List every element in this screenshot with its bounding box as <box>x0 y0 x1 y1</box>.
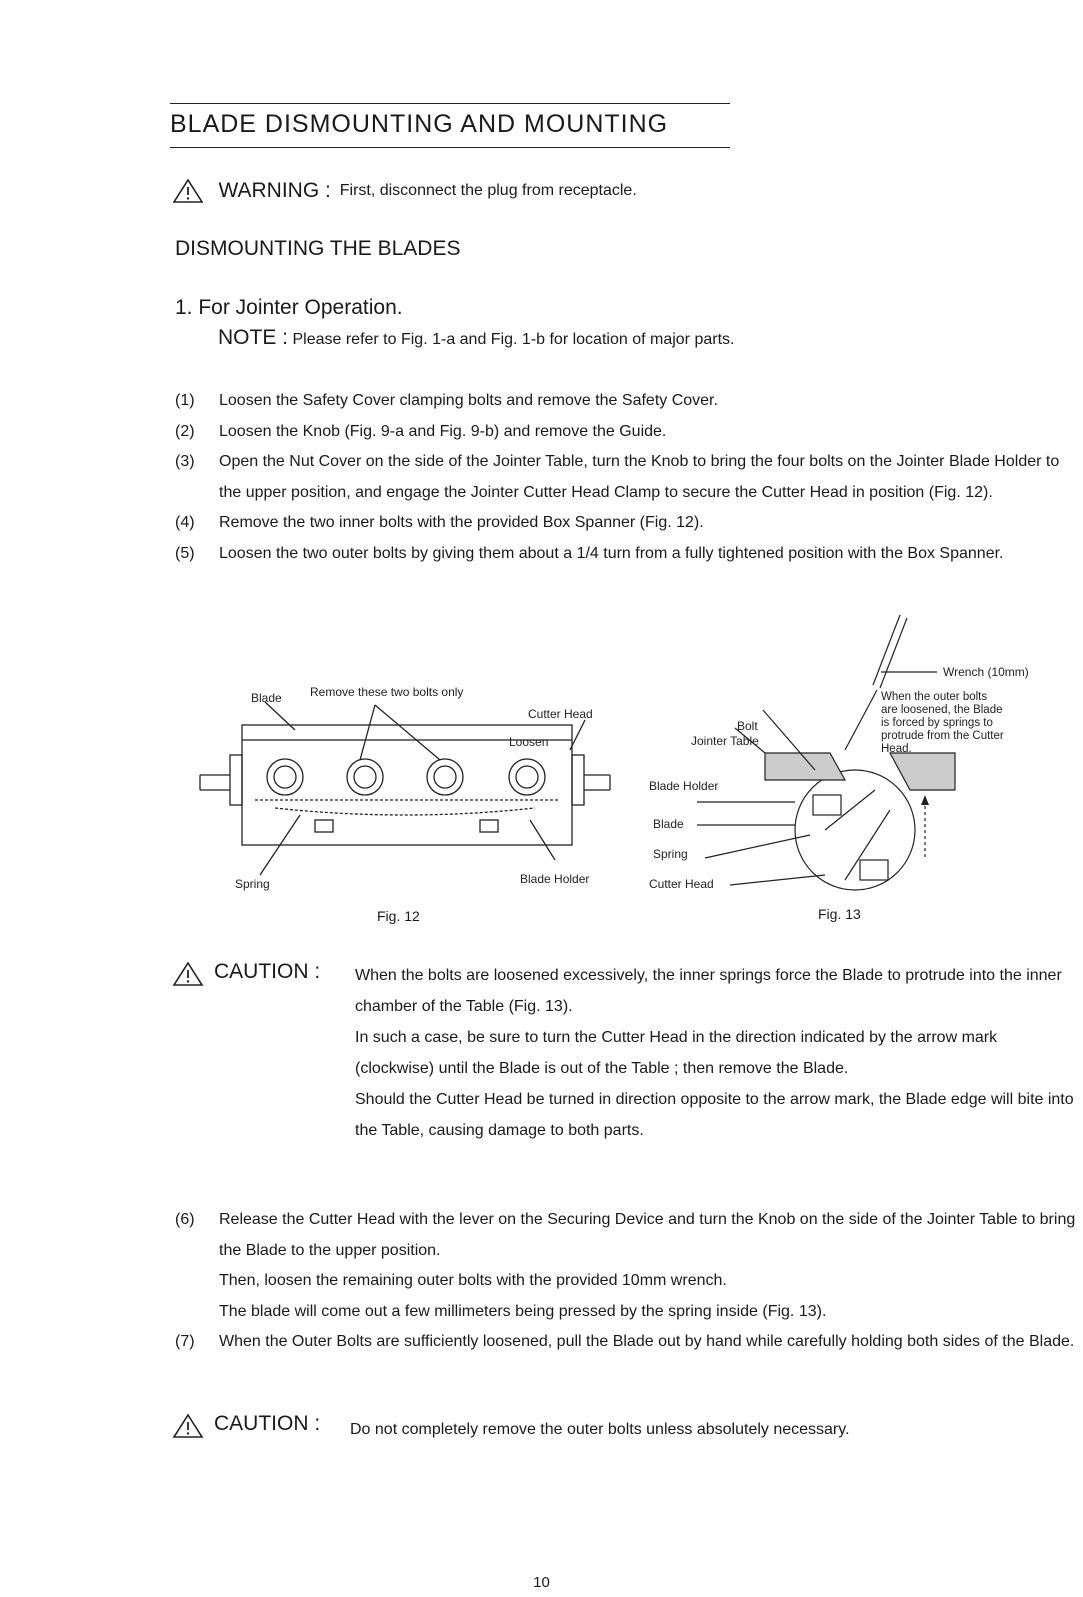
note-text: Please refer to Fig. 1-a and Fig. 1-b for location of major parts. <box>292 331 735 348</box>
fig13-label-wrench: Wrench (10mm) <box>943 665 1029 679</box>
warning-label: WARNING : <box>218 179 331 202</box>
caution-triangle-icon <box>172 961 204 987</box>
caution-1-label: CAUTION : <box>214 960 321 983</box>
fig-12-caption: Fig. 12 <box>377 908 420 924</box>
step-item: (2) Loosen the Knob (Fig. 9-a and Fig. 9-b) and remove the Guide. <box>175 422 667 440</box>
fig13-note-line-3: is forced by springs to <box>881 717 993 729</box>
caution-1-p1: When the bolts are loosened excessively, the inner springs force the Blade to protrude into the inner chamber of the Table (Fig. 13). <box>355 967 1062 1015</box>
step-item: (6) Release the Cutter Head with the lever on the Securing Device and turn the Knob on the side of the Jointer Table to bring the Blade to the upper position. Then, loosen the remaining outer bolts with the provided 10mm wrench. The blade will come out a few millimeters being pressed by the spring inside (Fig. 13). <box>175 1211 1076 1320</box>
caution-triangle-icon <box>172 1413 204 1439</box>
warning-triangle-icon <box>172 178 204 204</box>
step-item: (5) Loosen the two outer bolts by giving them about a 1/4 turn from a fully tightened position with the Box Spanner. <box>175 544 1004 562</box>
warning-text: First, disconnect the plug from receptacle. <box>339 182 637 199</box>
note-label: NOTE : <box>218 326 289 349</box>
fig13-label-spring: Spring <box>653 847 688 861</box>
fig13-note-line-2: are loosened, the Blade <box>881 704 1003 716</box>
step-item: (4) Remove the two inner bolts with the provided Box Spanner (Fig. 12). <box>175 514 704 531</box>
fig12-label-loosen: Loosen <box>509 735 549 749</box>
fig12-label-remove: Remove these two bolts only <box>310 685 464 699</box>
fig12-label-blade: Blade <box>251 691 282 705</box>
caution-2-text: Do not completely remove the outer bolts unless absolutely necessary. <box>350 1421 850 1438</box>
fig-13-caption: Fig. 13 <box>818 906 861 922</box>
fig13-note-line-1: When the outer bolts <box>881 691 988 703</box>
fig13-label-bolt: Bolt <box>737 719 758 733</box>
figure-13-drawing <box>645 610 1065 900</box>
subsection-heading: 1. For Jointer Operation. <box>175 296 403 319</box>
fig13-label-jointer-table: Jointer Table <box>691 734 759 748</box>
fig13-note-line-4: protrude from the Cutter <box>881 730 1004 742</box>
note-line <box>218 326 734 350</box>
page-title: BLADE DISMOUNTING AND MOUNTING <box>170 110 669 138</box>
warning-line <box>172 178 637 204</box>
fig13-note-line-5: Head. <box>881 743 912 755</box>
steps-list-a <box>175 386 1080 569</box>
fig13-label-note <box>881 691 1007 755</box>
caution-1-body <box>355 960 1080 1146</box>
section-heading: DISMOUNTING THE BLADES <box>175 237 461 260</box>
caution-1-p3: Should the Cutter Head be turned in direction opposite to the arrow mark, the Blade edge will bite into the Table, causing damage to both parts. <box>355 1091 1074 1139</box>
fig12-label-spring: Spring <box>235 877 270 891</box>
figure-12-drawing <box>195 680 625 900</box>
caution-2-line <box>172 1412 320 1439</box>
caution-2-label: CAUTION : <box>214 1412 321 1435</box>
step-item: (3) Open the Nut Cover on the side of the Jointer Table, turn the Knob to bring the four bolts on the Jointer Blade Holder to the upper position, and engage the Jointer Cutter Head Clamp to secure the Cutter Head in position (Fig. 12). <box>175 453 1060 501</box>
fig13-label-blade-holder: Blade Holder <box>649 779 719 793</box>
fig13-label-blade: Blade <box>653 817 684 831</box>
fig13-label-cutter-head: Cutter Head <box>649 877 714 891</box>
caution-1-p2: In such a case, be sure to turn the Cutter Head in the direction indicated by the arrow mark (clockwise) until the Blade is out of the Table ; then remove the Blade. <box>355 1029 998 1077</box>
fig12-label-blade-holder: Blade Holder <box>520 872 590 886</box>
page-number: 10 <box>533 1574 550 1591</box>
fig12-label-cutter-head: Cutter Head <box>528 707 593 721</box>
title-bottom-rule <box>170 147 730 148</box>
caution-1-heading <box>172 960 320 987</box>
steps-list-b <box>175 1205 1080 1358</box>
step-item: (7) When the Outer Bolts are sufficiently loosened, pull the Blade out by hand while carefully holding both sides of the Blade. <box>175 1333 1075 1350</box>
step-item: (1) Loosen the Safety Cover clamping bolts and remove the Safety Cover. <box>175 392 718 409</box>
title-top-rule <box>170 103 730 104</box>
